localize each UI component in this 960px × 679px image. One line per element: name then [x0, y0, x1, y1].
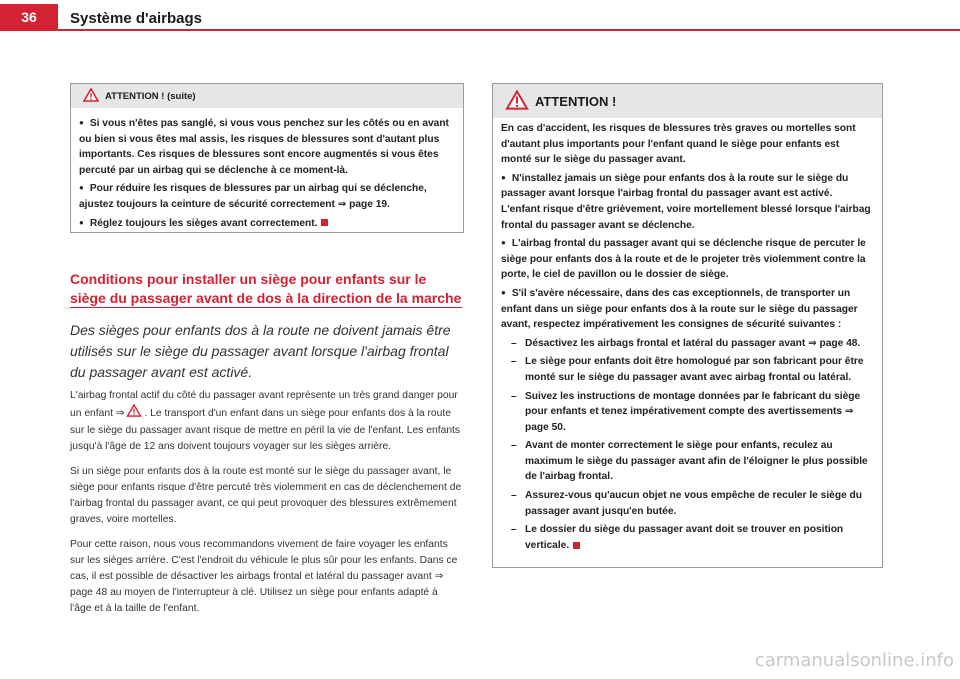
- warning-bullet: ● Pour réduire les risques de blessures par un airbag qui se déclenche, ajustez toujours la ceinture de sécurité correctement ⇒ page 19.: [79, 181, 453, 212]
- warning-box-head: [71, 84, 463, 108]
- watermark: carmanualsonline.info: [754, 650, 954, 671]
- warning-body: [71, 108, 463, 240]
- warning-bullet: ● S'il s'avère nécessaire, dans des cas exceptionnels, de transporter un enfant dans un siège pour enfants dos à la route sur le siège du passager avant, respectez impérativement les consignes de sécurité suivantes :: [501, 286, 872, 333]
- dash-item: – Désactivez les airbags frontal et latéral du passager avant ⇒ page 48.: [511, 336, 872, 352]
- dash-item: – Suivez les instructions de montage données par le fabricant du siège pour enfants et tenez impérativement compte des avertissements ⇒ page 50.: [511, 389, 872, 436]
- paragraph-1: [70, 388, 462, 455]
- body-text: [70, 388, 462, 626]
- page-title: Système d'airbags: [70, 10, 202, 27]
- dash-item: – Assurez-vous qu'aucun objet ne vous empêche de reculer le siège du passager avant jusqu'en butée.: [511, 488, 872, 519]
- paragraph-2: Si un siège pour enfants dos à la route est monté sur le siège du passager avant, le siège pour enfants risque d'être percuté très violemment en cas de déclenchement de l'airbag frontal du passager avant, ce qui peut provoquer des blessures extrêmement graves, voire mortelles.: [70, 466, 462, 525]
- warning-body: [493, 118, 882, 562]
- warning-bullet: ● N'installez jamais un siège pour enfants dos à la route sur le siège du passager avant lorsque l'airbag frontal du passager avant est activé. L'enfant risque d'être grièvement, voire mortellement blessé lorsque l'airbag frontal du passager avant se déclenche.: [501, 171, 872, 233]
- section-rule: [70, 307, 462, 308]
- warning-bullet-last: [79, 216, 453, 232]
- warning-bullet: ● Si vous n'êtes pas sanglé, si vous vous penchez sur les côtés ou en avant ou bien si vous êtes mal assis, les risques de blessures sont d'autant plus importants. Ces risques de blessures sont encore augmentés si vous êtes percuté par un airbag qui se déclenche à ce moment-là.: [79, 116, 453, 178]
- end-mark-icon: [573, 542, 580, 549]
- warning-bullet: ● L'airbag frontal du passager avant qui se déclenche risque de percuter le siège pour enfants dos à la route et de le projeter très violemment contre la porte, le ciel de pavillon ou le dossier de siège.: [501, 236, 872, 283]
- warning-triangle-icon: [505, 90, 529, 113]
- section-lead: Des sièges pour enfants dos à la route ne doivent jamais être utilisés sur le siège du passager avant lorsque l'airbag frontal du passager avant est activé.: [70, 322, 451, 380]
- warning-box: [492, 83, 883, 568]
- paragraph-3: Pour cette raison, nous vous recommandons vivement de faire voyager les enfants sur les sièges arrière. C'est l'endroit du véhicule le plus sûr pour les enfants. Dans ce cas, il est possible de désactiver les airbags frontal et latéral du passager avant ⇒ page 48 au moyen de l'interrupteur à clé. Utilisez un siège pour enfants adapté à l'âge et à la taille de l'enfant.: [70, 539, 458, 614]
- warning-intro: En cas d'accident, les risques de blessures très graves ou mortelles sont d'autant plus importants pour l'enfant quand le siège pour enfants est monté sur le siège du passager avant.: [501, 123, 856, 166]
- paragraph-1-end: . Le transport d'un enfant dans un siège pour enfants dos à la route sur le siège du passager avant risque de mettre en péril la vie de l'enfant. Les enfants jusqu'à l'âge de 12 ans doivent toujours voyager sur les sièges arrière.: [70, 408, 461, 452]
- dash-item-last: [511, 522, 872, 553]
- warning-triangle-icon: [126, 404, 142, 423]
- end-mark-icon: [321, 219, 328, 226]
- warning-title: ATTENTION !: [535, 93, 617, 109]
- warning-bullet-text: ● Réglez toujours les sièges avant correctement.: [79, 218, 317, 229]
- warning-dash-list: [501, 336, 872, 554]
- warning-box-continued: [70, 83, 464, 233]
- page-header: [0, 0, 960, 30]
- dash-item: – Avant de monter correctement le siège pour enfants, reculez au maximum le siège du passager avant afin de l'éloigner le plus possible de l'airbag frontal.: [511, 438, 872, 485]
- paragraph-1-start: L'airbag frontal actif du côté du passager avant représente un très grand danger pour un enfant ⇒: [70, 390, 458, 420]
- section-title: Conditions pour installer un siège pour enfants sur le siège du passager avant de dos à la direction de la marche: [70, 271, 462, 306]
- warning-box-head: [493, 84, 882, 118]
- warning-title: ATTENTION ! (suite): [105, 90, 196, 102]
- page-number: 36: [0, 4, 58, 30]
- dash-item: – Le siège pour enfants doit être homologué par son fabricant pour être monté sur le siège du passager avant avec airbag frontal ou latéral.: [511, 354, 872, 385]
- warning-triangle-icon: [83, 88, 99, 105]
- dash-item-text: Le dossier du siège du passager avant doit se trouver en position verticale.: [525, 524, 844, 551]
- header-rule: [0, 29, 960, 31]
